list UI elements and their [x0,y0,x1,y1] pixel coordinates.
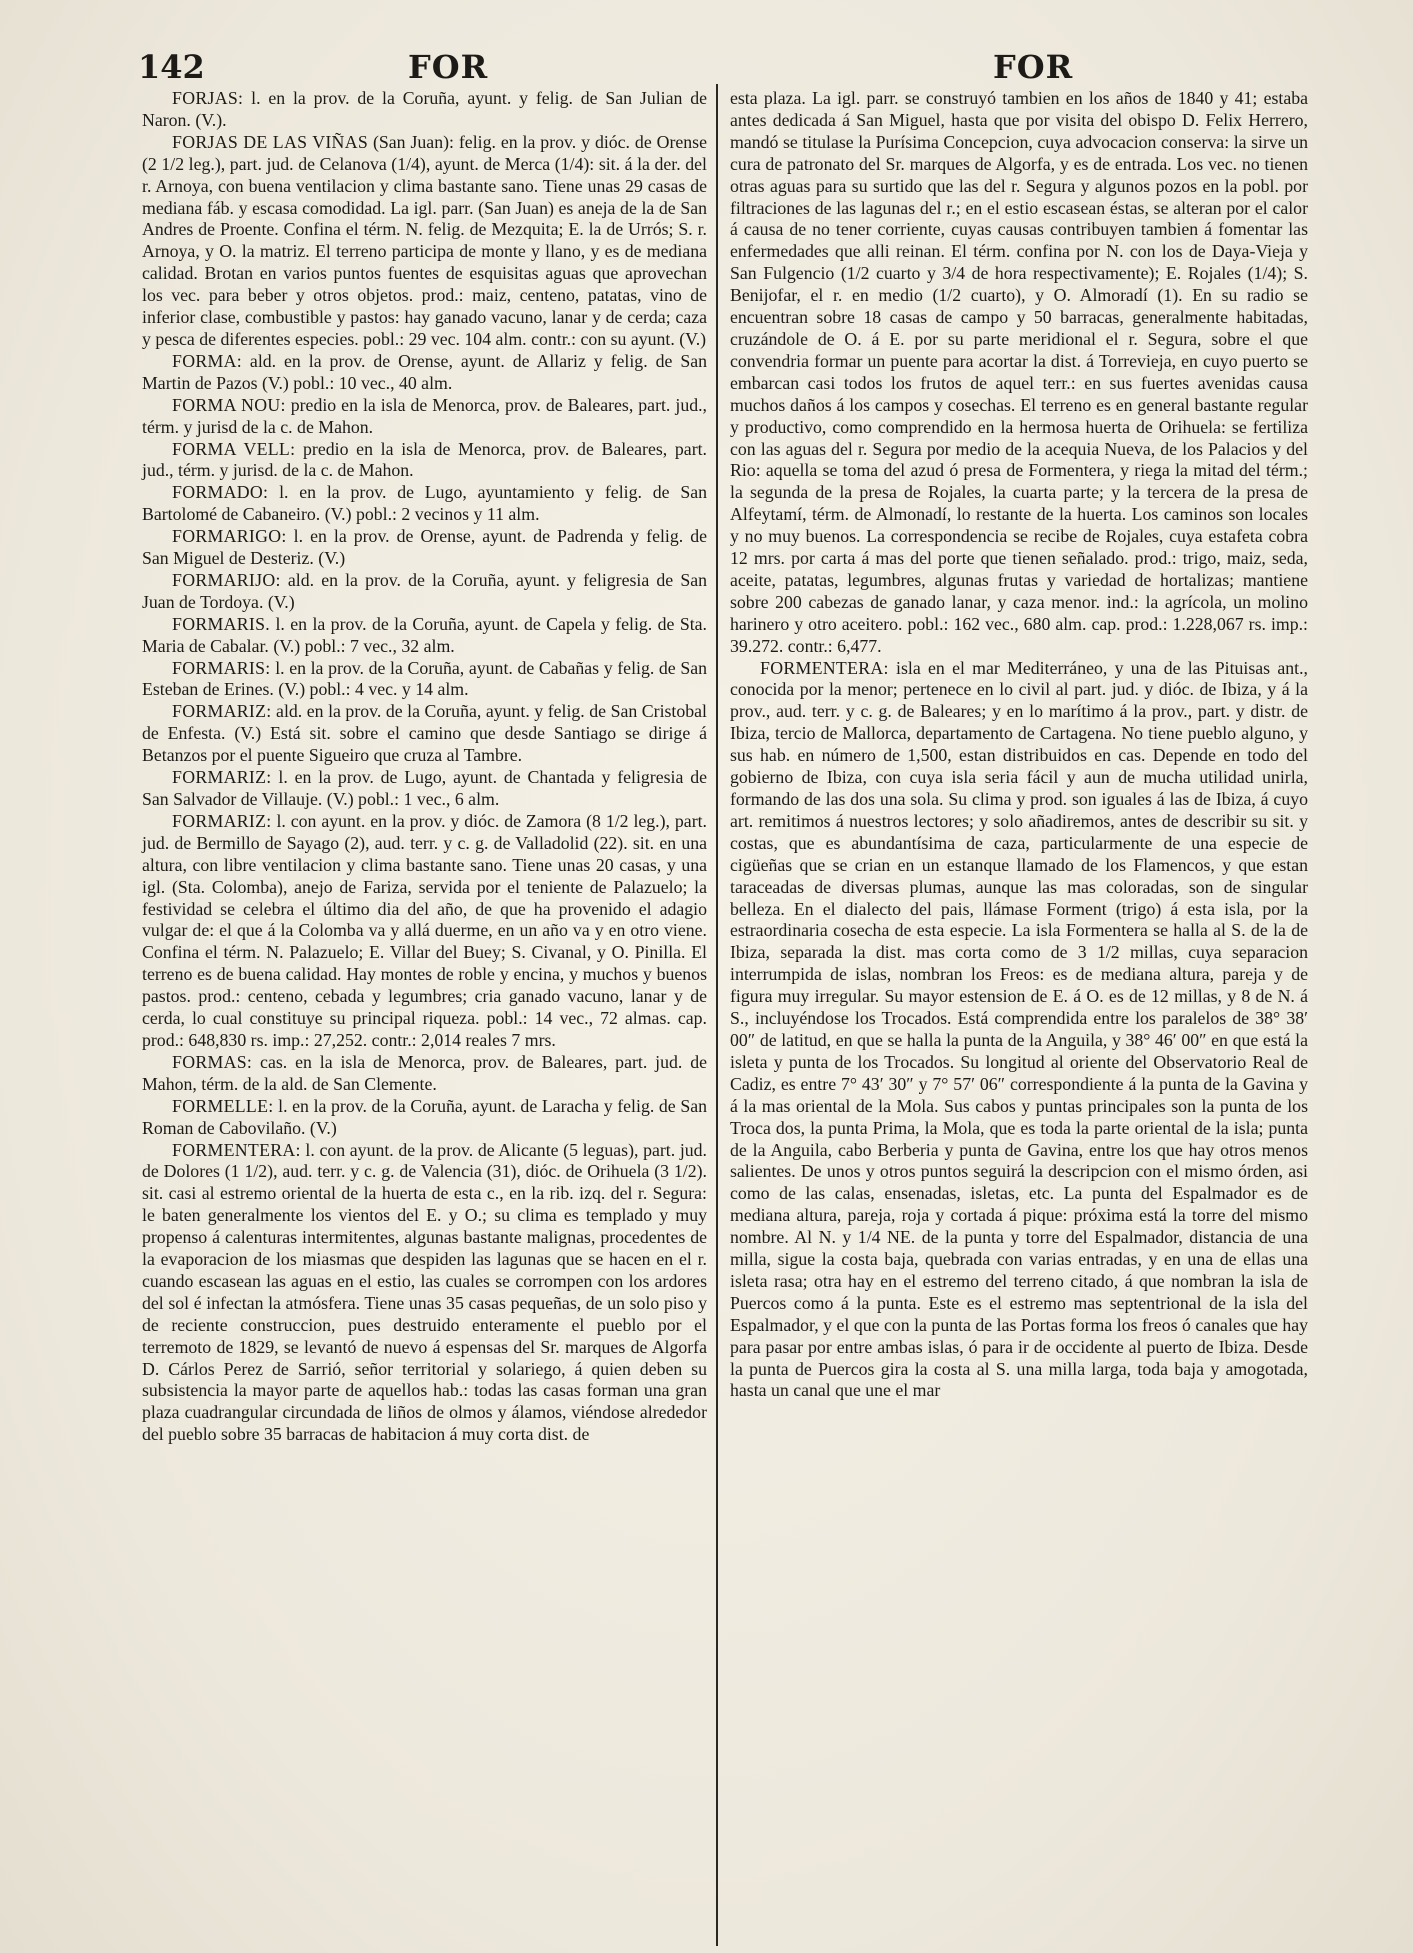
entry-text: l. en la prov. de la Coruña, ayunt. de Capela y felig. de Sta. Maria de Cabalar. (V.) pobl.: 7 vec., 32 alm. [142,613,707,656]
entry-headword: FORJAS DE LAS VIÑAS [172,131,369,152]
entry-headword: FORMARIZ: [172,810,272,831]
entry-text: ald. en la prov. de la Coruña, ayunt. y feligresia de San Juan de Tordoya. (V.) [142,569,707,612]
entry [142,570,707,614]
entry-text: esta plaza. La igl. parr. se construyó tambien en los años de 1840 y 41; estaba antes dedicada á San Miguel, hasta que por visita del obispo D. Felix Herrero, mandó se titulase la Purísima Concepcion, cuya advocacion conserva: la sirve un cura de patronato del Sr. marques de Algorfa, y es de entrada. Los vec. no tienen otras aguas para su surtido que las del r. Segura y algunos pozos en la pobl. por filtraciones de las lagunas del r.; en el estio escasean éstas, se alteran por el calor á causa de no tener corriente, cuyas causas contribuyen tambien á fomentar las enfermedades que alli reinan. El térm. confina por N. con los de Daya-Vieja y San Fulgencio (1/2 cuarto y 3/4 de hora respectivamente); E. Rojales (1/4); S. Benijofar, el r. en medio (1/2 cuarto), y O. Almoradí (1). En su radio se encuentran sobre 18 casas de campo y 50 barracas, generalmente habitadas, cruzándole de O. á E. por su parte meridional el r. Segura, sobre el que convendria formar un puente para acortar la dist. á Torrevieja, en cuyo puerto se embarcan casi todos los frutos de aquel terr.: en sus fuertes avenidas causa muchos daños á los campos y cosechas. El terreno es en general bastante regular y productivo, como comprendido en la hermosa huerta de Orihuela: se fertiliza con las aguas del r. Segura por medio de la acequia Nueva, de los Palacios y del Rio: aquella se toma del azud ó presa de Formentera, y riega la mitad del térm.; la segunda de la presa de Rojales, la cuarta parte; y la tercera de la presa de Alfeytamí, térm. de Almonadí, lo restante de la huerta. Los caminos son locales y no muy buenos. La correspondencia se recibe de Rojales, cuya estafeta cobra 12 mrs. por carta á mas del porte que tienen señalado. prod.: trigo, maiz, seda, aceite, patatas, legumbres, algunas frutas y variedad de hortalizas; mantiene sobre 200 cabezas de ganado lanar, y caza menor. ind.: la agrícola, un molino harinero y otro aceitero. pobl.: 162 vec., 680 alm. cap. prod.: 1.228,067 rs. imp.: 39.272. contr.: 6,477. [730,88,1308,656]
entry-text: l. en la prov. de la Coruña, ayunt. de Laracha y felig. de San Roman de Cabovilaño. (V.) [142,1095,707,1138]
entry-text: predio en la isla de Menorca, prov. de Baleares, part. jud., térm. y jurisd de la c. de Mahon. [142,394,707,437]
entry-text: l. en la prov. de Lugo, ayunt. de Chantada y feligresia de San Salvador de Villauje. (V.) pobl.: 1 vec., 6 alm. [142,767,707,809]
entry-headword: FORMELLE: [172,1095,274,1116]
entry-text: l. con ayunt. de la prov. de Alicante (5 leguas), part. jud. de Dolores (1 1/2), aud. terr. y c. g. de Valencia (31), dióc. de Orihuela (3 1/2). sit. casi al estremo oriental de la huerta de esta c., en la rib. izq. del r. Segura: le baten generalmente los vientos del E. y O.; su clima es templado y muy propenso á calenturas intermitentes, algunas bastante malignas, procedentes de la evaporacion de los miasmas que despiden las lagunas que se hacen en el r. cuando escasean las aguas en el estio, las cuales se corrompen con los ardores del sol é infectan la atmósfera. Tiene unas 35 casas pequeñas, de un solo piso y de reciente construccion, pues destruido enteramente el pueblo por el terremoto de 1829, se levantó de nuevo á espensas del Sr. marques de Algorfa D. Cárlos Perez de Sarrió, señor territorial y solariego, á quien deben su subsistencia la mayor parte de aquellos hab.: todas las casas forman una gran plaza cuadrangular circundada de liños de olmos y álamos, viéndose alrededor del pueblo sobre 35 barracas de habitacion á muy corta dist. de [142,1139,707,1445]
entry-headword: FORJAS: [172,88,244,108]
entry [142,526,707,570]
entry-headword: FORMARIS: [172,657,271,678]
entry-text: ald. en la prov. de Orense, ayunt. de Allariz y felig. de San Martin de Pazos (V.) pobl.: 10 vec., 40 alm. [142,350,707,393]
entry [142,1052,707,1096]
entry-headword: FORMAS: [172,1051,253,1072]
page-header [138,44,1303,88]
entry-text: cas. en la isla de Menorca, prov. de Baleares, part. jud. de Mahon, térm. de la ald. de San Clemente. [142,1051,707,1094]
entry [142,351,707,395]
entry-headword: FORMA VELL: [172,438,296,459]
entry-headword: FORMADO: [172,482,269,503]
entry [142,1140,707,1447]
entry-headword: FORMARIZ: [172,701,272,722]
page-number: 142 [138,48,205,86]
entry-headword: FORMA NOU: [172,394,286,415]
entry-headword: FORMA: [172,350,242,371]
column-divider [716,84,718,1946]
right-column [730,88,1308,1402]
entry-text: l. en la prov. de la Coruña, ayunt. y felig. de San Julian de Naron. (V.). [142,88,707,130]
entry [142,482,707,526]
entry [142,439,707,483]
entry [142,88,707,132]
entry [142,132,707,351]
entry-text: l. en la prov. de Lugo, ayuntamiento y felig. de San Bartolomé de Cabaneiro. (V.) pobl.: 2 vecinos y 11 alm. [142,482,707,525]
entry-text: l. en la prov. de Orense, ayunt. de Padrenda y felig. de San Miguel de Desteriz. (V.) [142,526,707,569]
entry-headword: FORMARIS. [172,613,271,634]
entry [730,658,1308,1403]
entry-continuation [730,88,1308,658]
running-head-left: FOR [408,48,489,86]
entry-text: predio en la isla de Menorca, prov. de Baleares, part. jud., térm. y jurisd. de la c. de Mahon. [142,438,707,481]
entry [142,1096,707,1140]
entry-text: isla en el mar Mediterráneo, y una de las Pituisas ant., conocida por la menor; pertenece en lo civil al part. jud. y dióc. de Ibiza, y á la prov., aud. terr. y c. g. de Baleares; y en lo marítimo á la prov., part. y distr. de Ibiza, tercio de Mallorca, departamento de Cartagena. No tiene pueblo alguno, y sus hab. en número de 1,500, estan distribuidos en cas. Depende en todo del gobierno de Ibiza, con cuya isla seria fácil y aun de mucha utilidad unirla, formando de las dos una sola. Su clima y prod. son iguales á las de Ibiza, á cuyo art. remitimos á nuestros lectores; y solo añadiremos, antes de describir su sit. y costas, que es abundantísima de caza, particularmente de una especie de cigüeñas que se crian en un estanque llamado de los Flamencos, y que estan taraceadas de diversas plumas, aunque las mas coloradas, son de singular belleza. En el dialecto del pais, llámase Forment (trigo) á esta isla, por la estraordinaria cosecha de esta especie. La isla Formentera se halla al S. de la de Ibiza, separada la dist. mas corta como de 3 1/2 millas, cuya separacion interrumpida de islas, nombran los Freos: es de mediana altura, pareja y de figura muy irregular. Su mayor estension de E. á O. es de 12 millas, y 8 de N. á S., incluyéndose los Trocados. Está comprendida entre los paralelos de 38° 38′ 00″ de latitud, en que se halla la punta de la Anguila, y 38° 46′ 00″ en que está la isleta y punta de los Trocados. Su longitud al oriente del Observatorio Real de Cadiz, es entre 7° 43′ 30″ y 7° 57′ 06″ correspondiente á la punta de la Gavina y á la mas oriental de la Mola. Sus cabos y puntas principales son la punta de los Troca dos, la punta Prima, la Mola, que es toda la parte oriental de la isla; punta de la Anguila, cabo Berberia y punta de Gavina, entre los que hay otros menos salientes. De unos y otros puntos seguirá la descripcion con el mismo órden, asi como de las calas, ensenadas, isletas, etc. La punta del Espalmador es de mediana altura, pareja, roja y cortada á pique: próxima está la torre del mismo nombre. Al N. y 1/4 NE. de la punta y torre del Espalmador, distancia de una milla, sigue la costa baja, quebrada con varias entradas, y en una de ellas una isleta rasa; otra hay en el estremo del terreno citado, á que nombran la isla de Puercos como á la punta. Este es el estremo mas septentrional de la isla del Espalmador, y el que con la punta de las Portas forma los freos ó canales que hay para pasar por entre ambas islas, ó para ir de occidente al puerto de Ibiza. Desde la punta de Puercos gira la costa al S. una milla larga, toda baja y amogotada, hasta un canal que une el mar [730,657,1308,1401]
entry-text: (San Juan): felig. en la prov. y dióc. de Orense (2 1/2 leg.), part. jud. de Celanova (1/4), ayunt. de Merca (1/4): sit. á la der. del r. Arnoya, con buena ventilacion y clima bastante sano. Tiene unas 29 casas de mediana fáb. y escasa comodidad. La igl. parr. (San Juan) es aneja de la de San Andres de Proente. Confina el térm. N. felig. de Mezquita; E. la de Urrós; S. r. Arnoya, y O. la matriz. El terreno participa de monte y llano, y es de mediana calidad. Brotan en varios puntos fuentes de esquisitas aguas que aprovechan los vec. para beber y otros objetos. prod.: maiz, centeno, patatas, vino de inferior clase, combustible y pastos: hay ganado vacuno, lanar y de cerda; caza y pesca de diferentes especies. pobl.: 29 vec. 104 alm. contr.: con su ayunt. (V.) [142,131,707,349]
entry-headword: FORMENTERA: [172,1139,301,1160]
entry [142,614,707,658]
running-head-right: FOR [993,48,1074,86]
entry-headword: FORMARIJO: [172,569,281,590]
entry [142,811,707,1052]
entry-text: l. en la prov. de la Coruña, ayunt. de Cabañas y felig. de San Esteban de Erines. (V.) pobl.: 4 vec. y 14 alm. [142,657,707,700]
entry [142,701,707,767]
entry-text: ald. en la prov. de la Coruña, ayunt. y felig. de San Cristobal de Enfesta. (V.) Está sit. sobre el camino que desde Santiago se dirige á Betanzos por el puente Sigueiro que cruza al Tambre. [142,701,707,766]
entry-text: l. con ayunt. en la prov. y dióc. de Zamora (8 1/2 leg.), part. jud. de Bermillo de Sayago (2), aud. terr. y c. g. de Valladolid (22). sit. en una altura, con libre ventilacion y clima bastante sano. Tiene unas 20 casas, y una igl. (Sta. Colomba), anejo de Fariza, servida por el teniente de Palazuelo; la festividad se celebra el último dia del año, de que ha provenido el adagio vulgar de: el que á la Colomba va y allá duerme, en un año va y en otro viene. Confina el térm. N. Palazuelo; E. Villar del Buey; S. Civanal, y O. Pinilla. El terreno es de buena calidad. Hay montes de roble y encina, y muchos y buenos pastos. prod.: centeno, cebada y legumbres; cria ganado vacuno, lanar y de cerda, lo cual constituye su principal riqueza. pobl.: 14 vec., 72 almas. cap. prod.: 648,830 rs. imp.: 27,252. contr.: 2,014 reales 7 mrs. [142,810,707,1050]
left-column [142,88,707,1446]
entry [142,395,707,439]
entry-headword: FORMARIGO: [172,526,287,547]
entry-headword: FORMENTERA: [760,657,889,678]
entry [142,767,707,811]
entry [142,658,707,702]
entry-headword: FORMARIZ: [172,767,272,788]
